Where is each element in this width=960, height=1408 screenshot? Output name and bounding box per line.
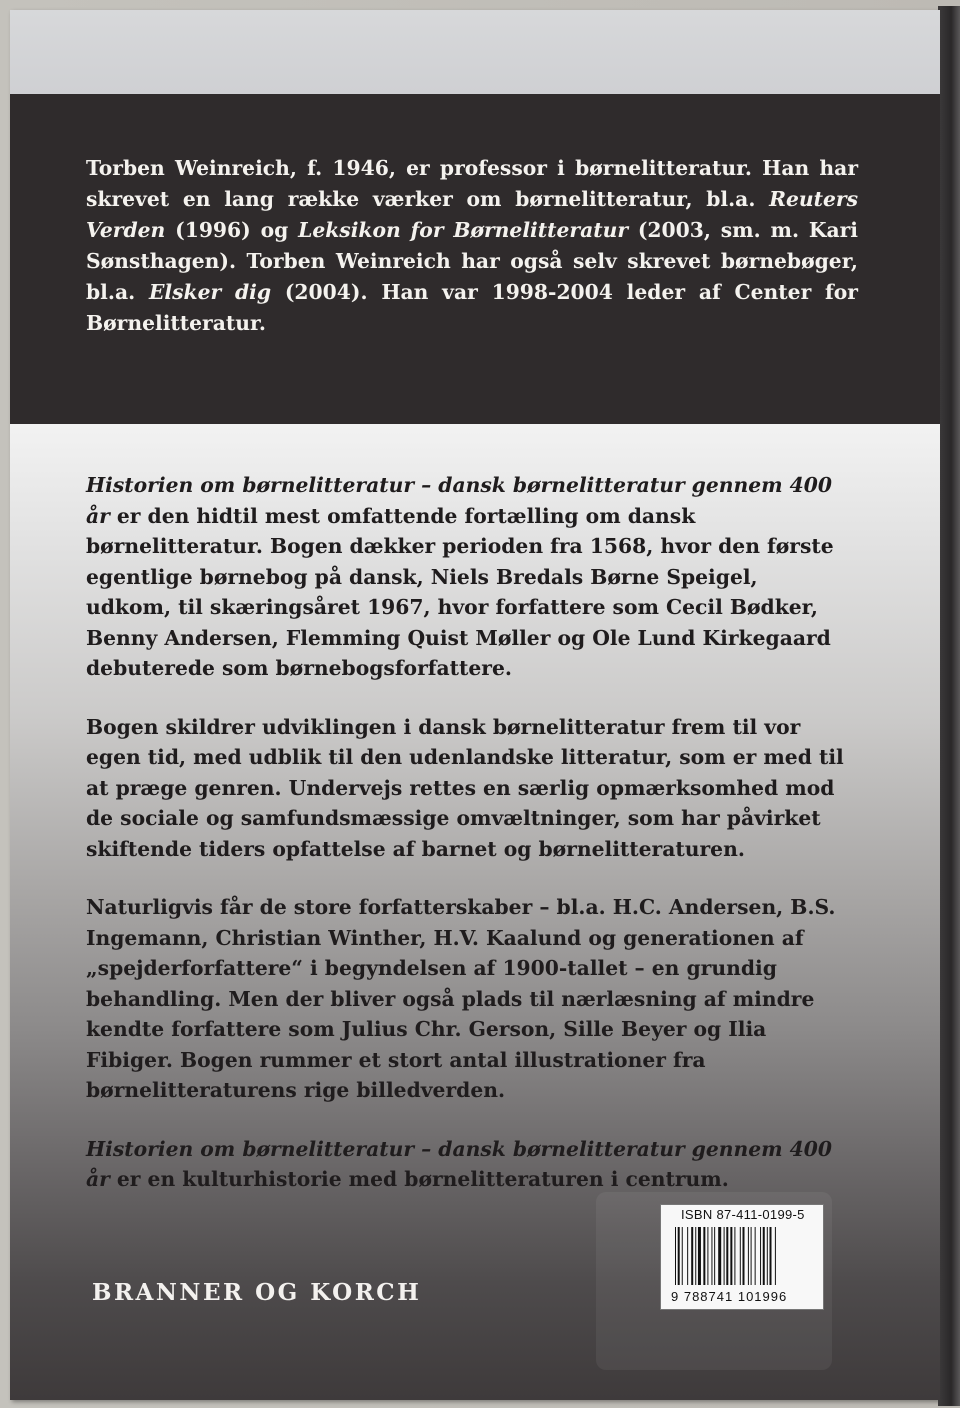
barcode-bar (748, 1227, 749, 1285)
barcode-bar (675, 1227, 676, 1285)
barcode-bar (691, 1227, 693, 1285)
bio-text-4: (2004). Han var 1998-2004 leder af Center for Børnelitteratur. (86, 280, 858, 335)
publisher-name: BRANNER OG KORCH (92, 1279, 422, 1306)
barcode-bar (724, 1227, 725, 1285)
barcode-bar (767, 1227, 768, 1285)
author-bio (86, 153, 858, 339)
bio-text-3: (2003, sm. m. Kari Sønsthagen). Torben Weinreich har også selv skrevet børnebøger, bl.a. (86, 218, 859, 304)
barcode-bar (726, 1227, 728, 1285)
barcode-bar (698, 1227, 701, 1285)
barcode-bar (734, 1227, 735, 1285)
barcode-bar (751, 1227, 752, 1285)
blurb-paragraph-3: Naturligvis får de store forfatterskaber – bl.a. H.C. Andersen, B.S. Ingemann, Christian Winther, H.V. Kaalund og generationen af „spejderforfattere“ i begyndelsen af 1900-tallet – en grundig behandling. Men der bliver også plads til nærlæsning af mindre kendte forfattere som Julius Chr. Gerson, Sille Beyer og Ilia Fibiger. Bogen rummer et stort antal illustrationer fra børnelitteraturens rige billedverden. (86, 895, 836, 1102)
barcode-bar (760, 1227, 761, 1285)
blurb-paragraph-4 (86, 1134, 846, 1195)
barcode-icon (675, 1227, 815, 1285)
bio-text-1: Torben Weinreich, f. 1946, er professor i børnelitteratur. Han har skrevet en lang række værker om børnelitteratur, bl.a. (86, 156, 858, 211)
barcode-bar (730, 1227, 732, 1285)
book-title-italic: Historien om børnelitteratur – dansk børnelitteratur gennem 400 år (86, 473, 833, 528)
barcode-bar (763, 1227, 765, 1285)
barcode-bar (714, 1227, 715, 1285)
barcode-bar (718, 1227, 721, 1285)
isbn-number: ISBN 87-411-0199-5 (681, 1207, 805, 1222)
barcode-bar (770, 1227, 772, 1285)
barcode-bar (703, 1227, 705, 1285)
barcode-bar (775, 1227, 776, 1285)
isbn-barcode-label (660, 1204, 824, 1310)
barcode-bar (682, 1227, 683, 1285)
bio-text-2: (1996) og (165, 218, 299, 242)
blurb-p1-text: er den hidtil mest omfattende fortælling om dansk børnelitteratur. Bogen dækker perioden fra 1568, hvor den første egentlige børnebog på dansk, Niels Bredals Børne Speigel, udkom, til skæringsåret 1967, hvor forfattere som Cecil Bødker, Benny Andersen, Flemming Quist Møller og Ole Lund Kirkegaard debuterede som børnebogsforfattere. (86, 503, 834, 680)
bio-title-elsker: Elsker dig (148, 280, 272, 304)
book-blurb (86, 470, 846, 1223)
barcode-bar (740, 1227, 741, 1285)
barcode-bar (678, 1227, 680, 1285)
top-light-strip (10, 10, 940, 94)
barcode-bar (707, 1227, 708, 1285)
spine-edge (938, 6, 960, 1406)
bio-title-leksikon: Leksikon for Børnelitteratur (298, 218, 629, 242)
book-title-italic-repeat: Historien om børnelitteratur – dansk børnelitteratur gennem 400 år (86, 1136, 833, 1191)
blurb-paragraph-1 (86, 470, 846, 684)
barcode-bar (755, 1227, 756, 1285)
blurb-p4-text: er en kulturhistorie med børnelitteraturen i centrum. (109, 1167, 729, 1191)
blurb-paragraph-2: Bogen skildrer udviklingen i dansk børnelitteratur frem til vor egen tid, med udblik til den udenlandske litteratur, som er med til at præge genren. Undervejs rettes en særlig opmærksomhed mod de sociale og samfundsmæssige omvæltninger, som har påvirket skiftende tiders opfattelse af barnet og børnelitteraturen. (86, 714, 844, 861)
barcode-bar (695, 1227, 696, 1285)
barcode-bar (687, 1227, 688, 1285)
barcode-bar (743, 1227, 745, 1285)
ean-number: 9 788741 101996 (671, 1289, 788, 1304)
bio-title-reuters: Reuters Verden (86, 187, 858, 242)
barcode-bar (711, 1227, 712, 1285)
